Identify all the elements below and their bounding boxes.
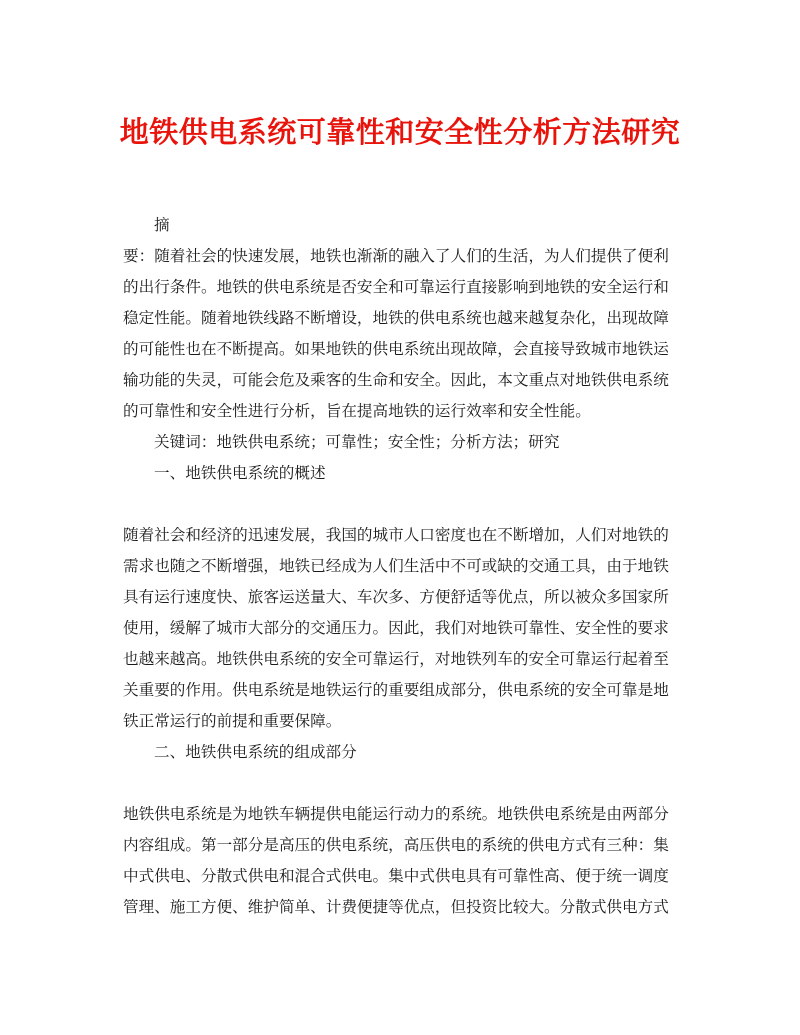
paragraph-line: 地铁供电系统是为地铁车辆提供电能运行动力的系统。地铁供电系统是由两部分 <box>123 805 669 823</box>
abstract-line: 稳定性能。随着地铁线路不断增设，地铁的供电系统也越来越复杂化，出现故障 <box>123 309 669 327</box>
paragraph-line: 也越来越高。地铁供电系统的安全可靠运行，对地铁列车的安全可靠运行起着至 <box>123 650 669 668</box>
section2-paragraph <box>123 799 683 923</box>
paragraph-line: 使用，缓解了城市大部分的交通压力。因此，我们对地铁可靠性、安全性的要求 <box>123 619 669 637</box>
paragraph-spacer <box>123 768 683 799</box>
abstract-line: 输功能的失灵，可能会危及乘客的生命和安全。因此，本文重点对地铁供电系统 <box>123 371 669 389</box>
abstract-paragraph <box>123 241 683 427</box>
section-heading: 一、地铁供电系统的概述 <box>154 464 326 482</box>
abstract-heading: 摘 <box>154 216 170 234</box>
document-body <box>123 210 683 923</box>
paragraph-line: 随着社会和经济的迅速发展，我国的城市人口密度也在不断增加，人们对地铁的 <box>123 526 669 544</box>
document-title: 地铁供电系统可靠性和安全性分析方法研究 <box>119 115 681 149</box>
paragraph-line: 管理、施工方便、维护简单、计费便捷等优点，但投资比较大。分散式供电方式 <box>123 898 669 916</box>
abstract-line: 的出行条件。地铁的供电系统是否安全和可靠运行直接影响到地铁的安全运行和 <box>123 278 669 296</box>
keywords-line: 关键词：地铁供电系统；可靠性；安全性；分析方法；研究 <box>154 433 560 451</box>
paragraph-line: 关重要的作用。供电系统是地铁运行的重要组成部分，供电系统的安全可靠是地 <box>123 681 669 699</box>
paragraph-line: 铁正常运行的前提和重要保障。 <box>123 712 342 730</box>
section-heading: 二、地铁供电系统的组成部分 <box>154 743 357 761</box>
abstract-line: 的可靠性和安全性进行分析，旨在提高地铁的运行效率和安全性能。 <box>123 402 591 420</box>
paragraph-line: 需求也随之不断增强，地铁已经成为人们生活中不可或缺的交通工具，由于地铁 <box>123 557 669 575</box>
abstract-line: 要：随着社会的快速发展，地铁也渐渐的融入了人们的生活，为人们提供了便利 <box>123 247 669 265</box>
paragraph-line: 中式供电、分散式供电和混合式供电。集中式供电具有可靠性高、便于统一调度 <box>123 867 669 885</box>
abstract-line: 的可能性也在不断提高。如果地铁的供电系统出现故障，会直接导致城市地铁运 <box>123 340 669 358</box>
paragraph-line: 内容组成。第一部分是高压的供电系统，高压供电的系统的供电方式有三种：集 <box>123 836 669 854</box>
paragraph-line: 具有运行速度快、旅客运送量大、车次多、方便舒适等优点，所以被众多国家所 <box>123 588 669 606</box>
paragraph-spacer <box>123 489 683 520</box>
section1-paragraph <box>123 520 683 737</box>
